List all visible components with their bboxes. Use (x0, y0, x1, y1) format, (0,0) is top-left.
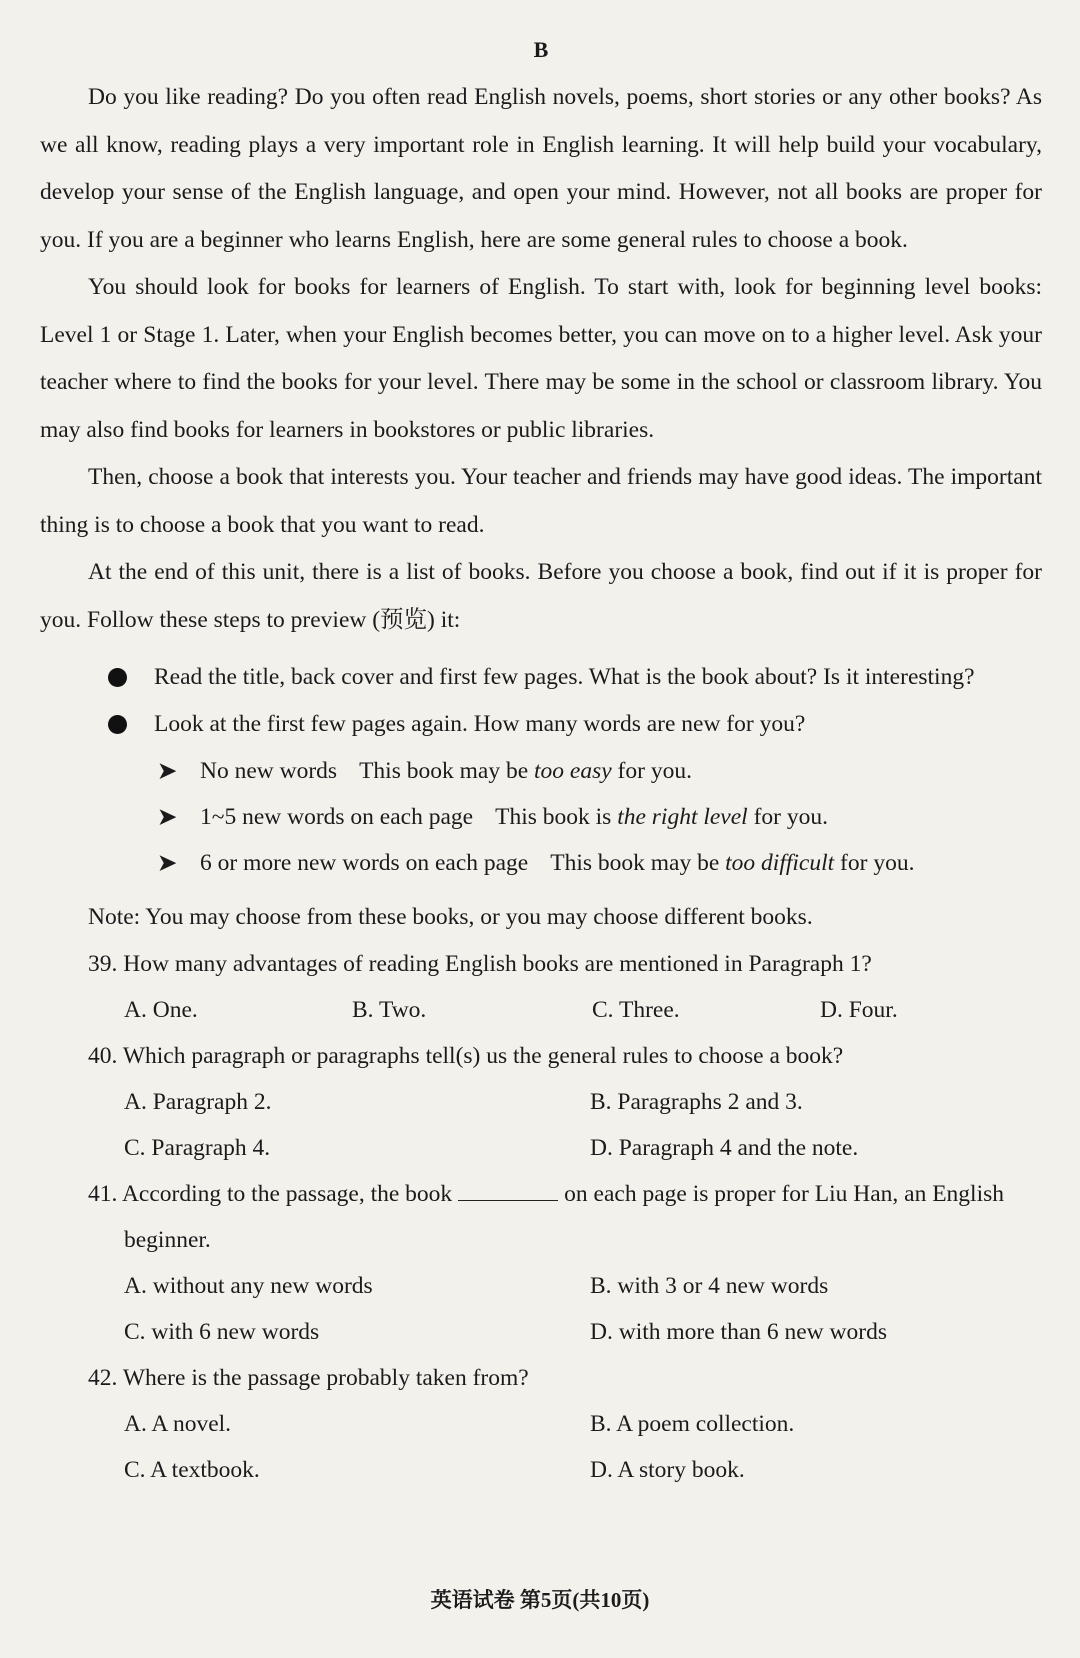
option-c[interactable]: C. Paragraph 4. (124, 1135, 271, 1161)
paragraph-2: You should look for books for learners of English. To start with, look for beginning level books: Level 1 or Stage 1. Later, when your English becomes better, you can move on to a higher level. Ask your teacher where to find the books for your level. There may be some in the school or classroom library. You may also find books for learners in bookstores or public libraries. (40, 274, 1042, 443)
option-c[interactable]: C. A textbook. (124, 1457, 260, 1483)
rule-result-after: for you. (747, 804, 828, 830)
rule-result-after: for you. (611, 758, 692, 784)
option-a[interactable]: A. One. (124, 997, 198, 1023)
question-39 (88, 941, 1042, 1033)
preview-step (40, 701, 1042, 748)
new-words-rule (40, 794, 1042, 840)
answer-options (88, 1401, 1042, 1493)
option-a[interactable]: A. Paragraph 2. (124, 1089, 272, 1115)
answer-options (88, 987, 1042, 1033)
passage-note: Note: You may choose from these books, or you may choose different books. (88, 904, 813, 930)
answer-blank[interactable] (458, 1180, 558, 1201)
rule-condition: No new words (200, 758, 338, 784)
rule-result-emphasis: too difficult (725, 850, 835, 876)
paragraph-1: Do you like reading? Do you often read English novels, poems, short stories or any other books? As we all know, reading plays a very important role in English learning. It will help build your vocabulary, develop your sense of the English language, and open your mind. However, not all books are proper for you. If you are a beginner who learns English, here are some general rules to choose a book. (40, 84, 1042, 253)
option-b[interactable]: B. with 3 or 4 new words (590, 1273, 829, 1299)
rule-result-emphasis: the right level (617, 804, 748, 830)
rule-result-before: This book may be (550, 850, 726, 876)
rule-result-emphasis: too easy (534, 758, 612, 784)
question-stem: 42. Where is the passage probably taken from? (88, 1365, 529, 1391)
bullet-dot-icon (108, 715, 127, 734)
paragraph-3: Then, choose a book that interests you. Your teacher and friends may have good ideas. The important thing is to choose a book that you want to read. (40, 464, 1042, 538)
option-b[interactable]: B. A poem collection. (590, 1411, 795, 1437)
option-d[interactable]: D. Four. (820, 997, 898, 1023)
option-b[interactable]: B. Paragraphs 2 and 3. (590, 1089, 803, 1115)
answer-options (88, 1263, 1042, 1355)
paragraph-4: At the end of this unit, there is a list of books. Before you choose a book, find out if it is proper for you. Follow these steps to preview (预览) it: (40, 559, 1042, 633)
option-a[interactable]: A. A novel. (124, 1411, 232, 1437)
question-40 (88, 1033, 1042, 1171)
new-words-rules-list (40, 748, 1042, 886)
arrow-right-icon: ➤ (158, 758, 177, 783)
arrow-right-icon: ➤ (158, 850, 177, 875)
option-d[interactable]: D. with more than 6 new words (590, 1319, 887, 1345)
question-41 (88, 1171, 1042, 1355)
page-footer: 英语试卷 第5页(共10页) (430, 1588, 650, 1612)
preview-step (40, 654, 1042, 701)
option-a[interactable]: A. without any new words (124, 1273, 373, 1299)
question-stem: 39. How many advantages of reading English books are mentioned in Paragraph 1? (88, 951, 872, 977)
arrow-right-icon: ➤ (158, 804, 177, 829)
option-d[interactable]: D. Paragraph 4 and the note. (590, 1135, 859, 1161)
rule-condition: 6 or more new words on each page (200, 850, 529, 876)
question-stem-before: 41. According to the passage, the book (88, 1181, 453, 1207)
option-c[interactable]: C. with 6 new words (124, 1319, 320, 1345)
rule-result-before: This book is (495, 804, 618, 830)
new-words-rule (40, 840, 1042, 886)
option-b[interactable]: B. Two. (352, 997, 427, 1023)
new-words-rule (40, 748, 1042, 794)
rule-condition: 1~5 new words on each page (200, 804, 474, 830)
question-stem: 40. Which paragraph or paragraphs tell(s) us the general rules to choose a book? (88, 1043, 844, 1069)
preview-steps-list (40, 654, 1042, 748)
question-stem-after: on each page is proper for Liu Han, an English beginner. (124, 1181, 1005, 1253)
option-d[interactable]: D. A story book. (590, 1457, 745, 1483)
preview-step-text: Look at the first few pages again. How many words are new for you? (154, 711, 806, 737)
answer-options (88, 1079, 1042, 1171)
question-stem (88, 1171, 1042, 1263)
rule-result-before: This book may be (359, 758, 534, 784)
bullet-dot-icon (108, 668, 127, 687)
rule-result-after: for you. (834, 850, 915, 876)
option-c[interactable]: C. Three. (592, 997, 680, 1023)
question-42 (88, 1355, 1042, 1493)
section-letter: B (533, 37, 549, 62)
preview-step-text: Read the title, back cover and first few pages. What is the book about? Is it interesting? (154, 664, 975, 690)
